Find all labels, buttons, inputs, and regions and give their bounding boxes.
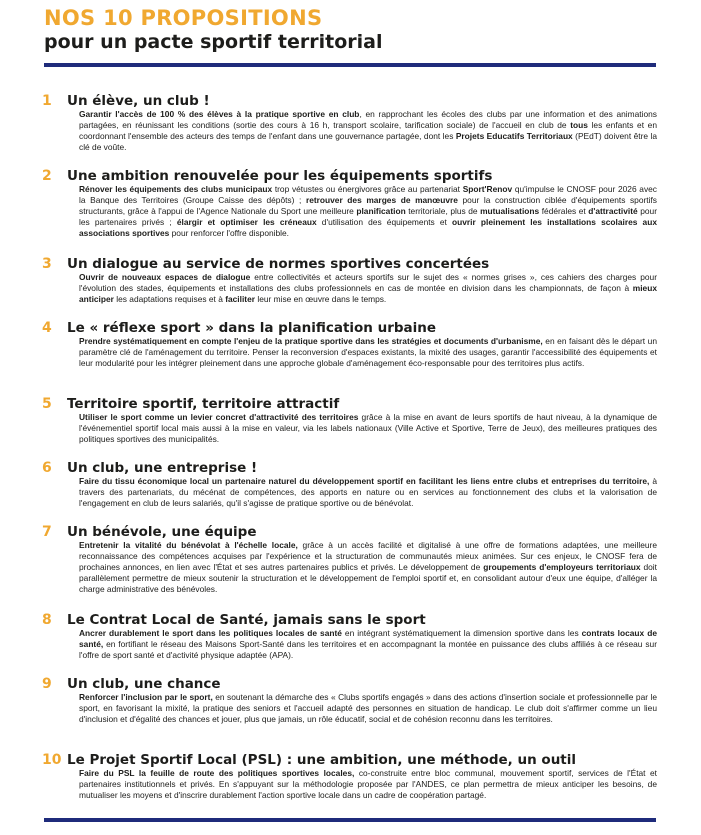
body-text: pour les partenaires privés ; [79,205,657,227]
emphasis-text: contrats locaux de santé, [79,628,657,649]
proposition-text [79,628,657,661]
body-text: , en rapprochant les écoles des clubs par une information et des animations partagées, en réunissant les conditions (sortie des cours à 16 h, transport scolaire, tarification sociale) de l'accueil en club de [79,109,657,130]
proposition-heading: Un club, une entreprise ! [67,460,258,476]
proposition-text [79,109,657,153]
proposition-number: 1 [42,93,52,109]
emphasis-text: retrouver des marges de manœuvre [305,194,458,205]
page-subtitle: pour un pacte sportif territorial [44,31,383,53]
body-text: à travers des partenariats, du mécénat de compétences, des apports en nature ou en services au fonctionnement des clubs et la valorisation de l'engagement en club de leurs salariés, qu'il s'agisse de pratique sportive ou de bénévolat. [79,476,657,508]
emphasis-text: Entretenir la vitalité du bénévolat à l'échelle locale, [79,540,298,550]
body-text: territoriale, plus de [405,205,481,216]
proposition-heading: Une ambition renouvelée pour les équipements sportifs [67,168,493,184]
proposition-text [79,768,657,801]
emphasis-text: Faire du PSL la feuille de route des politiques sportives locales, [79,768,355,778]
emphasis-text: mutualisations [480,205,540,216]
proposition-heading: Le Projet Sportif Local (PSL) : une ambition, une méthode, un outil [67,752,577,768]
emphasis-text: ouvrir pleinement les installations scolaires aux associations sportives [79,216,657,238]
body-text: les adaptations requises et à [113,293,226,304]
body-text: en soutenant la démarche des « Clubs sportifs engagés » dans des actions d'insertion sociale et professionnelle par le sport, en favorisant la mixité, la pratique des seniors et l'accueil adapté des personnes en situation de handicap. Le club doit s'affirmer comme un lieu d'inclusion et d'égalité des chances et jouer, plus que jamais, un rôle éducatif, social et de cohésion reconnu dans les territoires. [79,692,657,724]
proposition-text [79,412,657,445]
proposition-number: 9 [42,676,52,692]
proposition-number: 6 [42,460,52,476]
body-text: qu'impulse le CNOSF pour 2026 avec la Banque des Territoires (Groupe Caisse des dépôts) ; [79,184,657,205]
emphasis-text: planification [356,205,406,216]
proposition-number: 3 [42,256,52,272]
emphasis-text: Ouvrir de nouveaux espaces de dialogue [79,272,251,282]
proposition-text [79,540,657,595]
proposition-number: 4 [42,320,52,336]
emphasis-text: Sport'Renov [462,184,513,194]
body-text: les enfants et en coordonnant l'ensemble des acteurs des temps de l'enfant dans une gouvernance partagée, dont les [79,119,657,141]
body-text: leur mise en œuvre dans le temps. [255,293,387,304]
body-text: d'utilisation des équipements et [316,216,453,227]
proposition-heading: Un bénévole, une équipe [67,524,257,540]
emphasis-text: élargir et optimiser les créneaux [176,216,317,227]
proposition-text [79,476,657,509]
body-text: trop vétustes ou énergivores grâce au partenariat [272,184,463,194]
emphasis-text: Prendre systématiquement en compte l'enjeu de la pratique sportive dans les stratégies et documents d'urbanisme, [79,336,543,346]
proposition-heading: Un élève, un club ! [67,93,210,109]
top-rule [44,63,656,67]
emphasis-text: tous [570,119,588,130]
proposition-heading: Le « réflexe sport » dans la planification urbaine [67,320,437,336]
emphasis-text: Renforcer l'inclusion par le sport, [79,692,213,702]
body-text: pour la construction ciblée d'équipements sportifs structurants, grâce à l'appui de l'Agence Nationale du Sport une meilleure [79,194,657,216]
emphasis-text: mieux anticiper [79,282,657,304]
proposition-heading: Un club, une chance [67,676,221,692]
proposition-number: 2 [42,168,52,184]
proposition-text [79,272,657,305]
bottom-rule [44,818,656,822]
proposition-heading: Le Contrat Local de Santé, jamais sans le sport [67,612,426,628]
emphasis-text: Faire du tissu économique local un partenaire naturel du développement sportif en facilitant les liens entre clubs et entreprises du territoire, [79,476,650,486]
emphasis-text: Rénover les équipements des clubs municipaux [79,184,273,194]
body-text: doit parallèlement permettre de mieux soutenir la structuration et le développement de l'emploi sportif et, en consolidant autour d'eux une équipe, d'alléger la charge administrative des bénévoles. [79,561,657,594]
body-text: entre collectivités et acteurs sportifs sur le sujet des « normes grises », ces cahiers des charges pour l'évolution des stades, équipements et installations des clubs professionnels en cas de montée en division dans les championnats, de façon à [79,272,657,293]
body-text: co-construite entre bloc communal, mouvement sportif, services de l'État et partenaires institutionnels et privés. En s'appuyant sur la méthodologie proposée par l'ANDES, ce plan permettra de mieux anticiper les besoins, de mutualiser les moyens et d'inscrire durablement l'action sportive locale dans un cadre de coopération partagé. [79,768,658,800]
proposition-heading: Un dialogue au service de normes sportives concertées [67,256,490,272]
body-text: pour renforcer l'offre disponible. [169,227,290,238]
proposition-text [79,184,657,239]
page-title: NOS 10 PROPOSITIONS [44,6,323,30]
emphasis-text: faciliter [225,293,255,304]
body-text: fédérales et [539,205,589,216]
proposition-number: 5 [42,396,52,412]
body-text: en fortifiant le réseau des Maisons Sport-Santé dans les territoires et en accompagnant la montée en puissance des clubs affiliés à ce réseau sur l'offre de sport santé et d'activité physique adaptée (APA). [79,638,657,660]
proposition-text [79,336,657,369]
proposition-number: 10 [42,752,62,768]
proposition-text [79,692,657,725]
emphasis-text: Utiliser le sport comme un levier concret d'attractivité des territoires [79,412,359,422]
body-text: en en faisant dès le départ un paramètre clé de l'aménagement du territoire. Penser la reconversion d'espaces existants, la mixité des usages, garantir l'accessibilité des équipements et leur modularité pour les intégrer pleinement dans une approche globale d'aménagement éco-responsable pour des territoires plus actifs. [79,336,657,368]
body-text: en intégrant systématiquement la dimension sportive dans les [341,628,582,638]
emphasis-text: groupements d'employeurs territoriaux [483,561,641,572]
proposition-number: 7 [42,524,52,540]
body-text: grâce à un accès facilité et digitalisé à une offre de formations adaptées, une meilleure reconnaissance des compétences acquises par l'expérience et la structuration de communautés mieux animées. Sur ces enjeux, le CNOSF fera de prochaines annonces, en lien avec l'État et ses autres partenaires publics et privés. Le développement de [79,540,657,572]
body-text: grâce à la mise en avant de leurs sportifs de haut niveau, à la dynamique de l'événementiel sportif local mais aussi à la mise en valeur, via les labels nationaux (Ville Active et Sportive, Terre de Jeux), des meilleures pratiques des politiques sportives des municipalités. [79,412,657,444]
body-text: (PEdT) doivent être la clé de voûte. [79,130,657,152]
proposition-number: 8 [42,612,52,628]
emphasis-text: Projets Educatifs Territoriaux [455,130,573,141]
proposition-heading: Territoire sportif, territoire attractif [67,396,340,412]
emphasis-text: Garantir l'accès de 100 % des élèves à la pratique sportive en club [79,109,360,119]
emphasis-text: Ancrer durablement le sport dans les politiques locales de santé [79,628,342,638]
emphasis-text: d'attractivité [588,205,638,216]
